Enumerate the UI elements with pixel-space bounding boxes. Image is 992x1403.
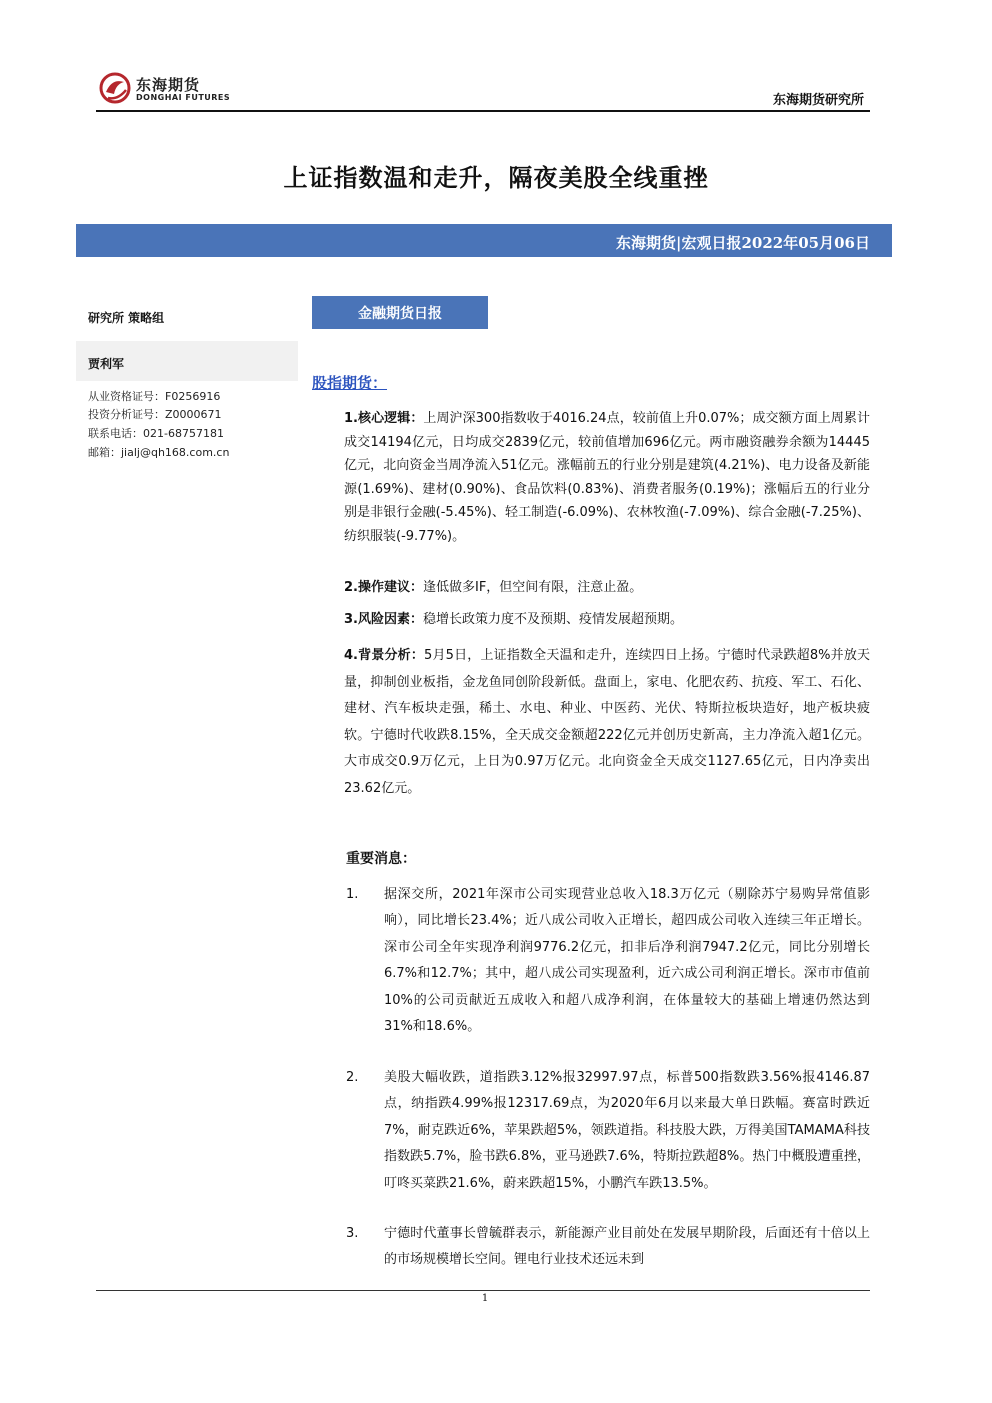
paragraph-operation bbox=[344, 576, 870, 600]
list-number: 3. bbox=[346, 1226, 359, 1241]
footer-divider bbox=[96, 1290, 870, 1291]
paragraph-text: 逢低做多IF，但空间有限，注意止盈。 bbox=[422, 580, 643, 595]
author-box bbox=[76, 341, 298, 381]
list-number: 1. bbox=[346, 887, 359, 902]
list-item bbox=[346, 882, 870, 1040]
contact-analyst-id: 投资分析证号：Z0000671 bbox=[88, 408, 222, 421]
paragraph-risk bbox=[344, 608, 870, 632]
paragraph-label: 4.背景分析： bbox=[344, 648, 425, 663]
list-number: 2. bbox=[346, 1070, 359, 1085]
stock-index-futures-heading: 股指期货： bbox=[312, 374, 388, 392]
contact-qualification: 从业资格证号：F0256916 bbox=[88, 390, 221, 403]
list-item bbox=[346, 1065, 870, 1197]
paragraph-label: 3.风险因素： bbox=[344, 612, 423, 627]
org-name: 东海期货研究所 bbox=[772, 93, 864, 108]
department-label: 研究所 策略组 bbox=[88, 311, 165, 325]
paragraph-text: 上周沪深300指数收于4016.24点，较前值上升0.07%；成交额方面上周累计成交14194亿元，日均成交2839亿元，较前值增加696亿元。两市融资融券余额为14445亿元，北向资金当周净流入51亿元。涨幅前五的行业分别是建筑(4.21%)、电力设备及新能源(1.69%)、建材(0.90%)、食品饮料(0.83%)、消费者服务(0.19%)；涨幅后五的行业分别是非银行金融(-5.45%)、轻工制造(-6.09%)、农林牧渔(-7.09%)、综合金融(-7.25%)、纺织服装(-9.77%)。 bbox=[344, 411, 870, 544]
header-divider bbox=[96, 110, 870, 112]
paragraph-text: 5月5日，上证指数全天温和走升，连续四日上扬。宁德时代录跌超8%并放天量，抑制创业板指，金龙鱼同创阶段新低。盘面上，家电、化肥农药、抗疫、军工、石化、建材、汽车板块走强，稀土、水电、种业、中医药、光伏、特斯拉板块造好，地产板块疲软。宁德时代收跌8.15%，全天成交金额超222亿元并创历史新高，主力净流入超1亿元。大市成交0.9万亿元，上日为0.97万亿元。北向资金全天成交1127.65亿元，日内净卖出23.62亿元。 bbox=[344, 648, 871, 796]
logo-text-en: DONGHAI FUTURES bbox=[136, 93, 231, 102]
contact-phone: 联系电话：021-68757181 bbox=[88, 427, 224, 440]
list-item bbox=[346, 1221, 870, 1274]
news-heading: 重要消息： bbox=[346, 851, 416, 867]
page-title: 上证指数温和走升，隔夜美股全线重挫 bbox=[283, 163, 709, 192]
report-banner bbox=[76, 224, 892, 257]
paragraph-text: 稳增长政策力度不及预期、疫情发展超预期。 bbox=[422, 612, 683, 627]
list-text: 据深交所，2021年深市公司实现营业总收入18.3万亿元（剔除苏宁易购异常值影响），同比增长23.4%；近八成公司收入正增长，超四成公司收入连续三年正增长。深市公司全年实现净利润9776.2亿元，扣非后净利润7947.2亿元，同比分别增长6.7%和12.7%；其中，超八成公司实现盈利，近六成公司利润正增长。深市市值前10%的公司贡献近五成收入和超八成净利润，在体量较大的基础上增速仍然达到31%和18.6%。 bbox=[384, 887, 870, 1035]
author-name: 贾利军 bbox=[88, 357, 125, 371]
donghai-logo-icon bbox=[98, 70, 132, 106]
list-text: 美股大幅收跌，道指跌3.12%报32997.97点，标普500指数跌3.56%报4146.87点，纳指跌4.99%报12317.69点，为2020年6月以来最大单日跌幅。赛富时跌近7%，耐克跌近6%，苹果跌超5%，领跌道指。科技股大跌，万得美国TAMAMA科技指数跌5.7%，脸书跌6.8%，亚马逊跌7.6%，特斯拉跌超8%。热门中概股遭重挫，叮咚买菜跌21.6%，蔚来跌超15%，小鹏汽车跌13.5%。 bbox=[384, 1070, 870, 1191]
page-number: 1 bbox=[481, 1293, 489, 1304]
paragraph-label: 1.核心逻辑： bbox=[344, 411, 424, 426]
contact-email: 邮箱：jialj@qh168.com.cn bbox=[88, 446, 230, 459]
paragraph-core-logic bbox=[344, 407, 870, 549]
paragraph-background bbox=[344, 643, 870, 803]
section-label: 金融期货日报 bbox=[312, 296, 488, 329]
list-text: 宁德时代董事长曾毓群表示，新能源产业目前处在发展早期阶段，后面还有十倍以上的市场规模增长空间。锂电行业技术还远未到 bbox=[384, 1226, 870, 1268]
paragraph-label: 2.操作建议： bbox=[344, 580, 423, 595]
logo-text-cn: 东海期货 bbox=[136, 76, 201, 94]
report-banner-text: 东海期货|宏观日报2022年05月06日 bbox=[616, 234, 870, 252]
